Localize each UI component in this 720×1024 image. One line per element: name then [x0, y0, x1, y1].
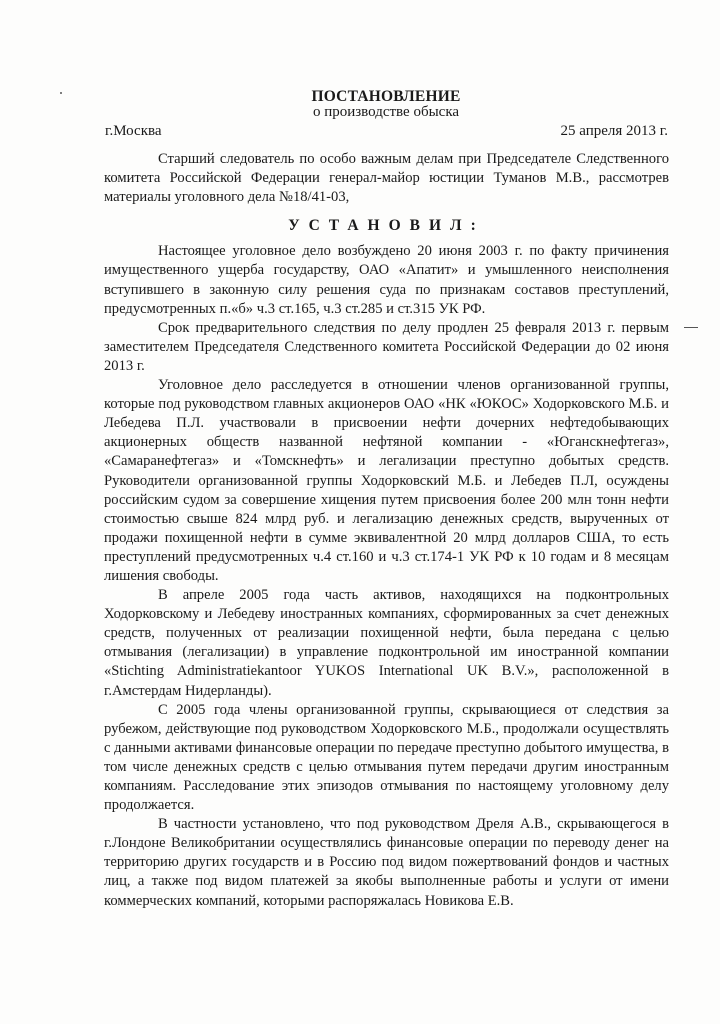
- document-title: ПОСТАНОВЛЕНИЕ: [311, 88, 461, 105]
- body-paragraph: С 2005 года члены организованной группы, скрывающиеся от следствия за рубежом, действующие под руководством Ходорковского М.Б., продолжали осуществлять с данными активами финансовые операции по передаче преступно добытого имущества, в том числе денежных средств с целью отмывания путем передачи другим иностранным компаниям. Расследование этих эпизодов отмывания по настоящему уголовному делу продолжается.: [104, 701, 669, 814]
- body-paragraph: Уголовное дело расследуется в отношении членов организованной группы, которые под руководством главных акционеров ОАО «НК «ЮКОС» Ходорковского М.Б. и Лебедева П.Л. участвовали в присвоении нефти дочерних нефтедобывающих акционерных обществ названной нефтяной компании - «Юганскнефтегаз», «Самаранефтегаз» и «Томскнефть» и легализации преступно добытых средств. Руководители организованной группы Ходорковский М.Б. и Лебедев П.Л, осуждены российским судом за совершение хищения путем присвоения более 200 млн тонн нефти стоимостью свыше 824 млрд руб. и легализацию денежных средств, вырученных от продажи похищенной нефти в сумме эквивалентной 20 млрд долларов США, то есть преступлений предусмотренных ч.4 ст.160 и ч.3 ст.174-1 УК РФ к 10 годам и 8 месяцам лишения свободы.: [104, 377, 669, 584]
- body-paragraph: Срок предварительного следствия по делу продлен 25 февраля 2013 г. первым заместителем Председателя Следственного комитета Российской Федерации до 02 июня 2013 г.: [104, 319, 669, 374]
- body-paragraph: Настоящее уголовное дело возбуждено 20 июня 2003 г. по факту причинения имущественного ущерба государству, ОАО «Апатит» и умышленного неисполнения вступившего в законную силу решения суда по признакам составов преступлений, предусмотренных п.«б» ч.3 ст.165, ч.3 ст.285 и ст.315 УК РФ.: [104, 243, 669, 317]
- body-paragraph: В апреле 2005 года часть активов, находящихся на подконтрольных Ходорковскому и Лебедеву иностранных компаниях, сформированных за счет денежных средств, полученных от реализации похищенной нефти, была передана с целью отмывания (легализации) в управление подконтрольной им иностранной компании «Stichting Administratiekantoor YUKOS International UK B.V.», расположенной в г.Амстердам Нидерланды).: [104, 587, 669, 699]
- document-date: 25 апреля 2013 г.: [560, 123, 668, 139]
- scan-artifact-dash: [684, 327, 698, 328]
- document-city: г.Москва: [105, 123, 162, 139]
- document-body: [104, 150, 669, 911]
- body-paragraph: В частности установлено, что под руководством Дреля А.В., скрывающегося в г.Лондоне Великобритании осуществлялись финансовые операции по переводу денег на территорию других государств и в Россию под видом пожертвований фондов и частных лиц, а также под видом платежей за якобы выполненные работы и услуги от имени коммерческих компаний, которыми распоряжалась Новикова Е.В.: [104, 816, 669, 909]
- intro-paragraph: Старший следователь по особо важным делам при Председателе Следственного комитета Российской Федерации генерал-майор юстиции Туманов М.В., рассмотрев материалы уголовного дела №18/41-03,: [104, 151, 669, 206]
- document-subtitle: о производстве обыска: [312, 104, 460, 120]
- ustanovil-heading: УСТАНОВИЛ:: [288, 217, 485, 235]
